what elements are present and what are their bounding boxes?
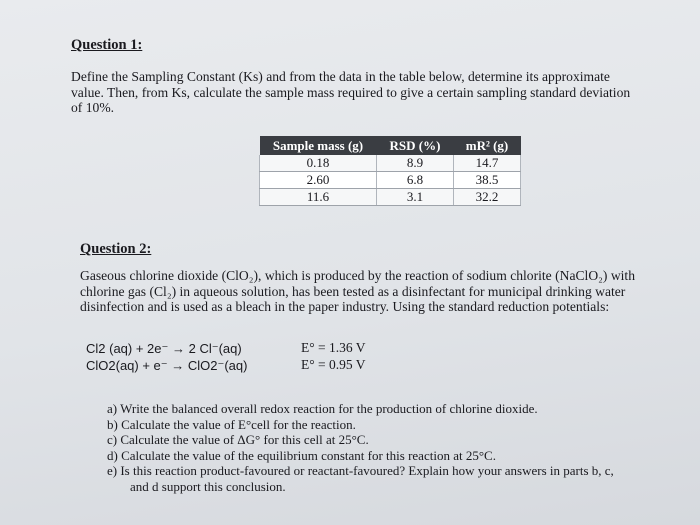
question-2-line: Gaseous chlorine dioxide (ClO₂), which is produced by the reaction of sodium chlorite (NaClO₂) with bbox=[80, 268, 635, 283]
reaction-1-equation: Cl2 (aq) + 2e⁻ → 2 Cl⁻(aq) bbox=[86, 341, 242, 356]
table-cell: 38.5 bbox=[454, 172, 521, 189]
reaction-2-potential: E° = 0.95 V bbox=[301, 357, 366, 372]
question-2-text bbox=[80, 268, 635, 315]
column-header-mr2: mR² (g) bbox=[454, 136, 521, 155]
table-cell: 2.60 bbox=[260, 172, 377, 189]
table-header-row bbox=[260, 136, 521, 155]
table-row bbox=[260, 189, 521, 206]
table-cell: 0.18 bbox=[260, 155, 377, 172]
list-item: and d support this conclusion. bbox=[130, 478, 286, 494]
question-1-heading: Question 1: bbox=[71, 37, 143, 53]
list-item: d) Calculate the value of the equilibrium constant for this reaction at 25°C. bbox=[107, 447, 496, 463]
question-1-line: of 10%. bbox=[71, 100, 115, 115]
question-2-parts-list bbox=[107, 401, 614, 495]
list-item: a) Write the balanced overall redox reaction for the production of chlorine dioxide. bbox=[107, 401, 538, 416]
table-cell: 3.1 bbox=[377, 189, 454, 206]
table-row bbox=[260, 172, 521, 189]
table-cell: 8.9 bbox=[377, 155, 454, 172]
table-row bbox=[260, 155, 521, 172]
question-2-heading: Question 2: bbox=[80, 241, 152, 257]
table-cell: 6.8 bbox=[377, 172, 454, 189]
list-item: e) Is this reaction product-favoured or reactant-favoured? Explain how your answers in parts b, c, bbox=[107, 463, 614, 479]
table-cell: 11.6 bbox=[260, 189, 377, 206]
reaction-2-equation: ClO2(aq) + e⁻ → ClO2⁻(aq) bbox=[86, 358, 248, 373]
table-cell: 32.2 bbox=[454, 189, 521, 206]
question-2-line: chlorine gas (Cl₂) in aqueous solution, has been tested as a disinfectant for municipal drinking water bbox=[80, 283, 626, 299]
column-header-sample-mass: Sample mass (g) bbox=[260, 136, 377, 155]
reaction-1-potential: E° = 1.36 V bbox=[301, 340, 366, 355]
question-1-text bbox=[71, 69, 630, 116]
question-1-line: value. Then, from Ks, calculate the sample mass required to give a certain sampling standard deviation bbox=[71, 84, 631, 100]
column-header-rsd: RSD (%) bbox=[377, 136, 454, 155]
sampling-data-table bbox=[259, 136, 521, 206]
list-item: c) Calculate the value of ΔG° for this cell at 25°C. bbox=[107, 432, 369, 448]
list-item: b) Calculate the value of E°cell for the reaction. bbox=[107, 416, 356, 432]
table-cell: 14.7 bbox=[454, 155, 521, 172]
question-1-line: Define the Sampling Constant (Ks) and from the data in the table below, determine its approximate bbox=[71, 69, 610, 84]
question-2-line: disinfection and is used as a bleach in the paper industry. Using the standard reduction potentials: bbox=[80, 299, 610, 314]
